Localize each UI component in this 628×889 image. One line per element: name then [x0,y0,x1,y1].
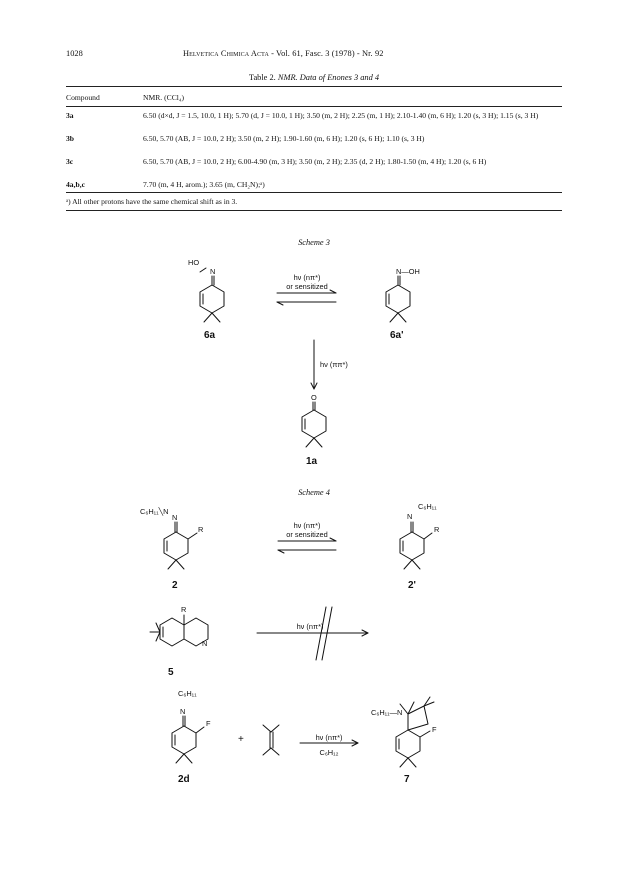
atom-r-2prime: R [434,525,440,534]
table-caption-title: NMR. Data of Enones 3 and 4 [277,73,380,82]
table-footnote: ᵃ) All other protons have the same chemical shift as in 3. [66,197,238,206]
molecule-6a-prime [386,276,410,322]
label-2: 2 [172,580,178,591]
scheme4-title: Scheme 4 [298,488,330,497]
atom-c6h11-2d: C₆H₁₁ [178,689,197,698]
page-number: 1028 [66,49,83,58]
atom-noh: N—OH [396,267,420,276]
molecule-2-prime [400,522,432,569]
row-compound: 3c [66,157,74,166]
label-6a: 6a [204,330,216,341]
scheme3-down-label: hν (ππ*) [320,360,348,369]
scheme3-title: Scheme 3 [298,238,330,247]
molecule-2d [172,716,204,763]
molecule-6a [200,268,224,322]
col-header-compound: Compound [66,93,100,102]
label-1a: 1a [306,456,318,467]
row-nmr: 6.50 (d×d, J = 1.5, 10.0, 1 H); 5.70 (d, J = 10.0, 1 H); 3.50 (m, 2 H); 2.25 (m, 1 H); 2.10-1.40 (m, 6 H); 1.20 (s, 3 H); 1.15 (s, 3 H) [143,111,539,120]
scheme4-arrow-label2: or sensitized [286,530,328,539]
last-arrow-label: hν (nπ*) [315,733,343,742]
atom-c6h11-n-7: C₆H₁₁—N [371,708,403,717]
label-2d: 2d [178,774,190,785]
atom-n-6a: N [210,267,216,276]
atom-f-7: F [432,725,437,734]
row-compound: 3a [66,111,74,120]
journal-name: Helvetica Chimica Acta [183,49,269,58]
blocked-arrow-label: hν (nπ*) [296,622,324,631]
label-7: 7 [404,774,410,785]
plus-sign: + [238,734,244,745]
atom-n-2prime: N [407,512,413,521]
journal-volume: - Vol. 61, Fasc. 3 (1978) - Nr. 92 [268,49,384,58]
atom-n-2d: N [180,707,186,716]
table-caption-prefix: Table 2. [248,73,276,82]
label-6a-prime: 6a' [390,330,404,341]
label-2-prime: 2' [408,580,416,591]
last-arrow-solvent: C₆H₁₂ [319,748,339,757]
label-5: 5 [168,667,174,678]
atom-o: O [311,393,317,402]
atom-ho: HO [188,258,200,267]
row-nmr: 6.50, 5.70 (AB, J = 10.0, 2 H); 6.00-4.90 (m, 3 H); 3.50 (m, 2 H); 2.35 (d, 2 H); 1.80-1.50 (m, 4 H); 1.20 (s, 6 H) [143,157,487,166]
row-compound: 3b [66,134,75,143]
scheme3-arrow-label: hν (nπ*) [293,273,321,282]
row-nmr: 6.50, 5.70 (AB, J = 10.0, 2 H); 3.50 (m, 2 H); 1.90-1.60 (m, 6 H); 1.20 (s, 6 H); 1.10 (s, 3 H) [143,134,425,143]
molecule-2 [164,522,197,569]
molecule-tetramethylethylene [263,725,279,755]
atom-r-5: R [181,605,187,614]
down-arrow-scheme3 [311,340,317,389]
atom-c6h11-n: C₆H₁₁╲N [140,507,169,516]
row-nmr: 7.70 (m, 4 H, arom.); 3.65 (m, CH₂N);ᵃ) [143,180,265,189]
equilibrium-arrow-scheme4 [278,538,336,553]
row-compound: 4a,b,c [66,180,85,189]
atom-n-2: N [172,513,178,522]
blocked-arrow [257,607,368,660]
molecule-1a [302,402,326,447]
col-header-nmr: NMR. (CCl₄) [143,93,185,102]
molecule-5 [150,615,208,646]
atom-f-2d: F [206,719,211,728]
atom-c6h11-2prime: C₆H₁₁ [418,502,437,511]
scheme4-arrow-label: hν (nπ*) [293,521,321,530]
atom-r-2: R [198,525,204,534]
atom-n-5: N [202,639,208,648]
scheme3-arrow-label2: or sensitized [286,282,328,291]
equilibrium-arrow-scheme3 [277,290,336,305]
